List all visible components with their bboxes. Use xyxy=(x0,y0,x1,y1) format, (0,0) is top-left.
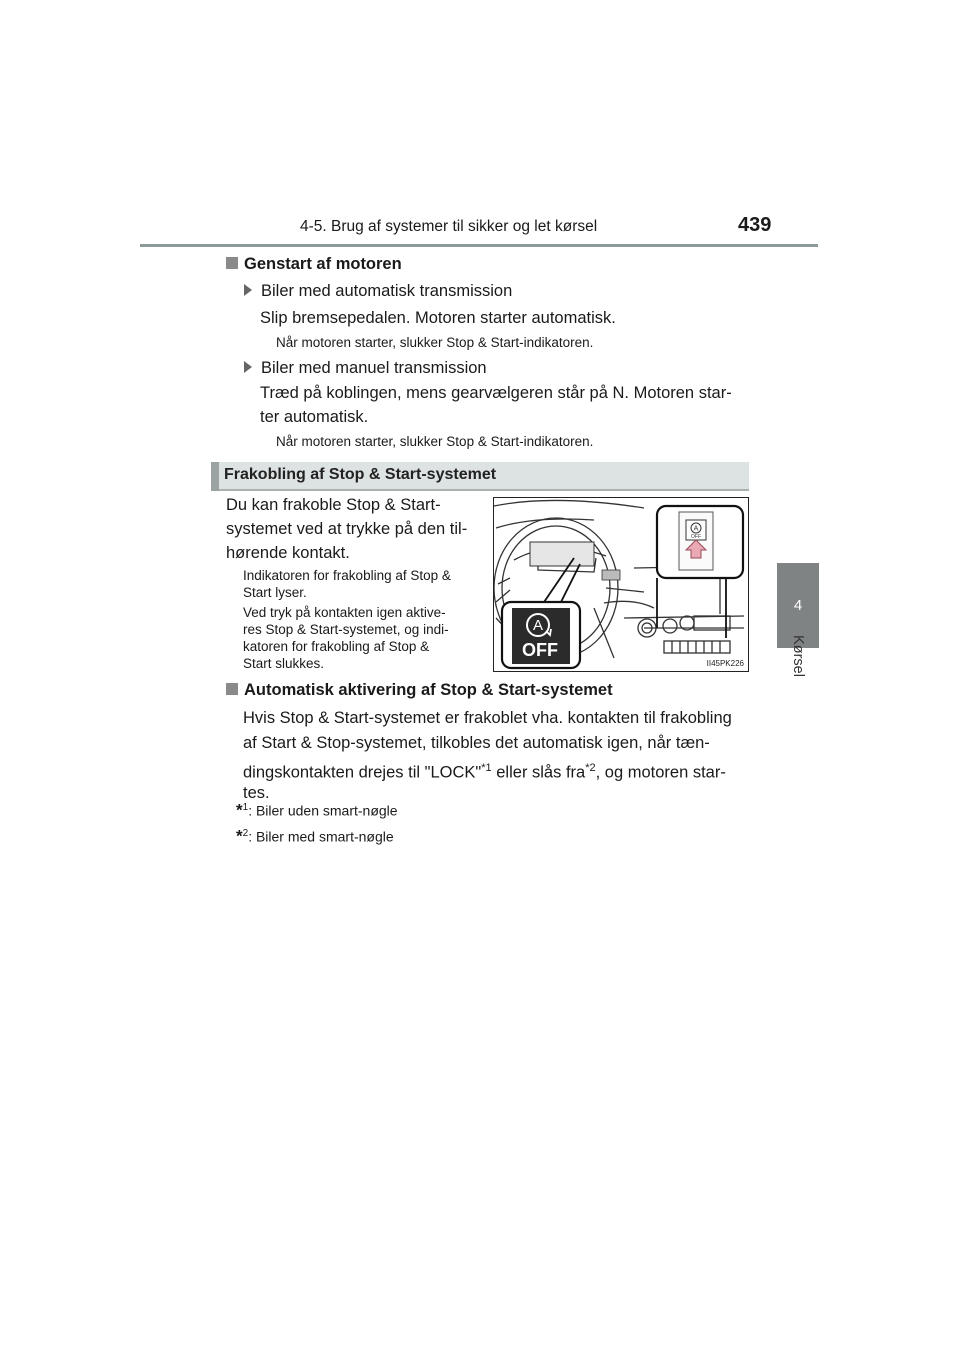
running-header: 4-5. Brug af systemer til sikker og let kørsel xyxy=(300,218,598,235)
triangle-bullet-icon xyxy=(244,284,252,296)
auto-activation-heading: Automatisk aktivering af Stop & Start-systemet xyxy=(226,681,613,700)
disable-body-line2: systemet ved at trykke på den til- xyxy=(226,520,468,538)
footnote-2: *$^2$: Biler med smart-nøgle xyxy=(236,826,394,846)
auto-line2: af Start & Stop-systemet, tilkobles det automatisk igen, når tæn- xyxy=(243,734,710,752)
note2-line1: Ved tryk på kontakten igen aktive- xyxy=(243,605,446,620)
note1-line1: Indikatoren for frakobling af Stop & xyxy=(243,568,451,583)
small-switch-text: OFF xyxy=(691,534,701,540)
section-header-accent xyxy=(211,462,219,491)
dashboard-drawing xyxy=(494,498,749,672)
chapter-number: 4 xyxy=(793,597,803,614)
section-title: Frakobling af Stop & Start-systemet xyxy=(224,466,497,483)
switch-off-text: OFF xyxy=(522,640,558,660)
note2-line4: Start slukkes. xyxy=(243,656,325,671)
manual-note: Når motoren starter, slukker Stop & Start-indikatoren. xyxy=(276,434,594,449)
chapter-label-box xyxy=(782,628,812,688)
auto-line3: dingskontakten drejes til "LOCK"$^{*1}$ eller slås fra$^{*2}$, og motoren star- xyxy=(243,762,726,782)
note2-line2: res Stop & Start-systemet, og indi- xyxy=(243,622,449,637)
automatic-instruction: Slip bremsepedalen. Motoren starter automatisk. xyxy=(260,309,616,327)
restart-heading: Genstart af motoren xyxy=(226,255,402,274)
footnote-1: *$^1$: Biler uden smart-nøgle xyxy=(236,800,398,820)
auto-line1: Hvis Stop & Start-systemet er frakoblet vha. kontakten til frakobling xyxy=(243,709,732,727)
small-switch-letter: A xyxy=(693,525,699,533)
disable-body-line3: hørende kontakt. xyxy=(226,544,350,562)
manual-instruction-line1: Træd på koblingen, mens gearvælgeren står på N. Motoren star- xyxy=(260,384,732,402)
note1-line2: Start lyser. xyxy=(243,585,307,600)
manual-label: Biler med manuel transmission xyxy=(244,356,487,381)
square-bullet-icon xyxy=(226,683,238,695)
auto-line4: tes. xyxy=(243,784,270,802)
triangle-bullet-icon xyxy=(244,361,252,373)
dashboard-illustration xyxy=(493,497,749,672)
page-number: 439 xyxy=(738,214,772,236)
automatic-note: Når motoren starter, slukker Stop & Start-indikatoren. xyxy=(276,335,594,350)
note2-line3: katoren for frakobling af Stop & xyxy=(243,639,430,654)
header-rule xyxy=(140,244,818,247)
automatic-label: Biler med automatisk transmission xyxy=(244,279,512,304)
disable-body-line1: Du kan frakoble Stop & Start- xyxy=(226,496,441,514)
manual-instruction-line2: ter automatisk. xyxy=(260,408,369,426)
figure-code: II45PK226 xyxy=(706,659,744,668)
chapter-label: Kørsel xyxy=(790,635,806,677)
switch-letter: A xyxy=(532,617,544,634)
square-bullet-icon xyxy=(226,257,238,269)
